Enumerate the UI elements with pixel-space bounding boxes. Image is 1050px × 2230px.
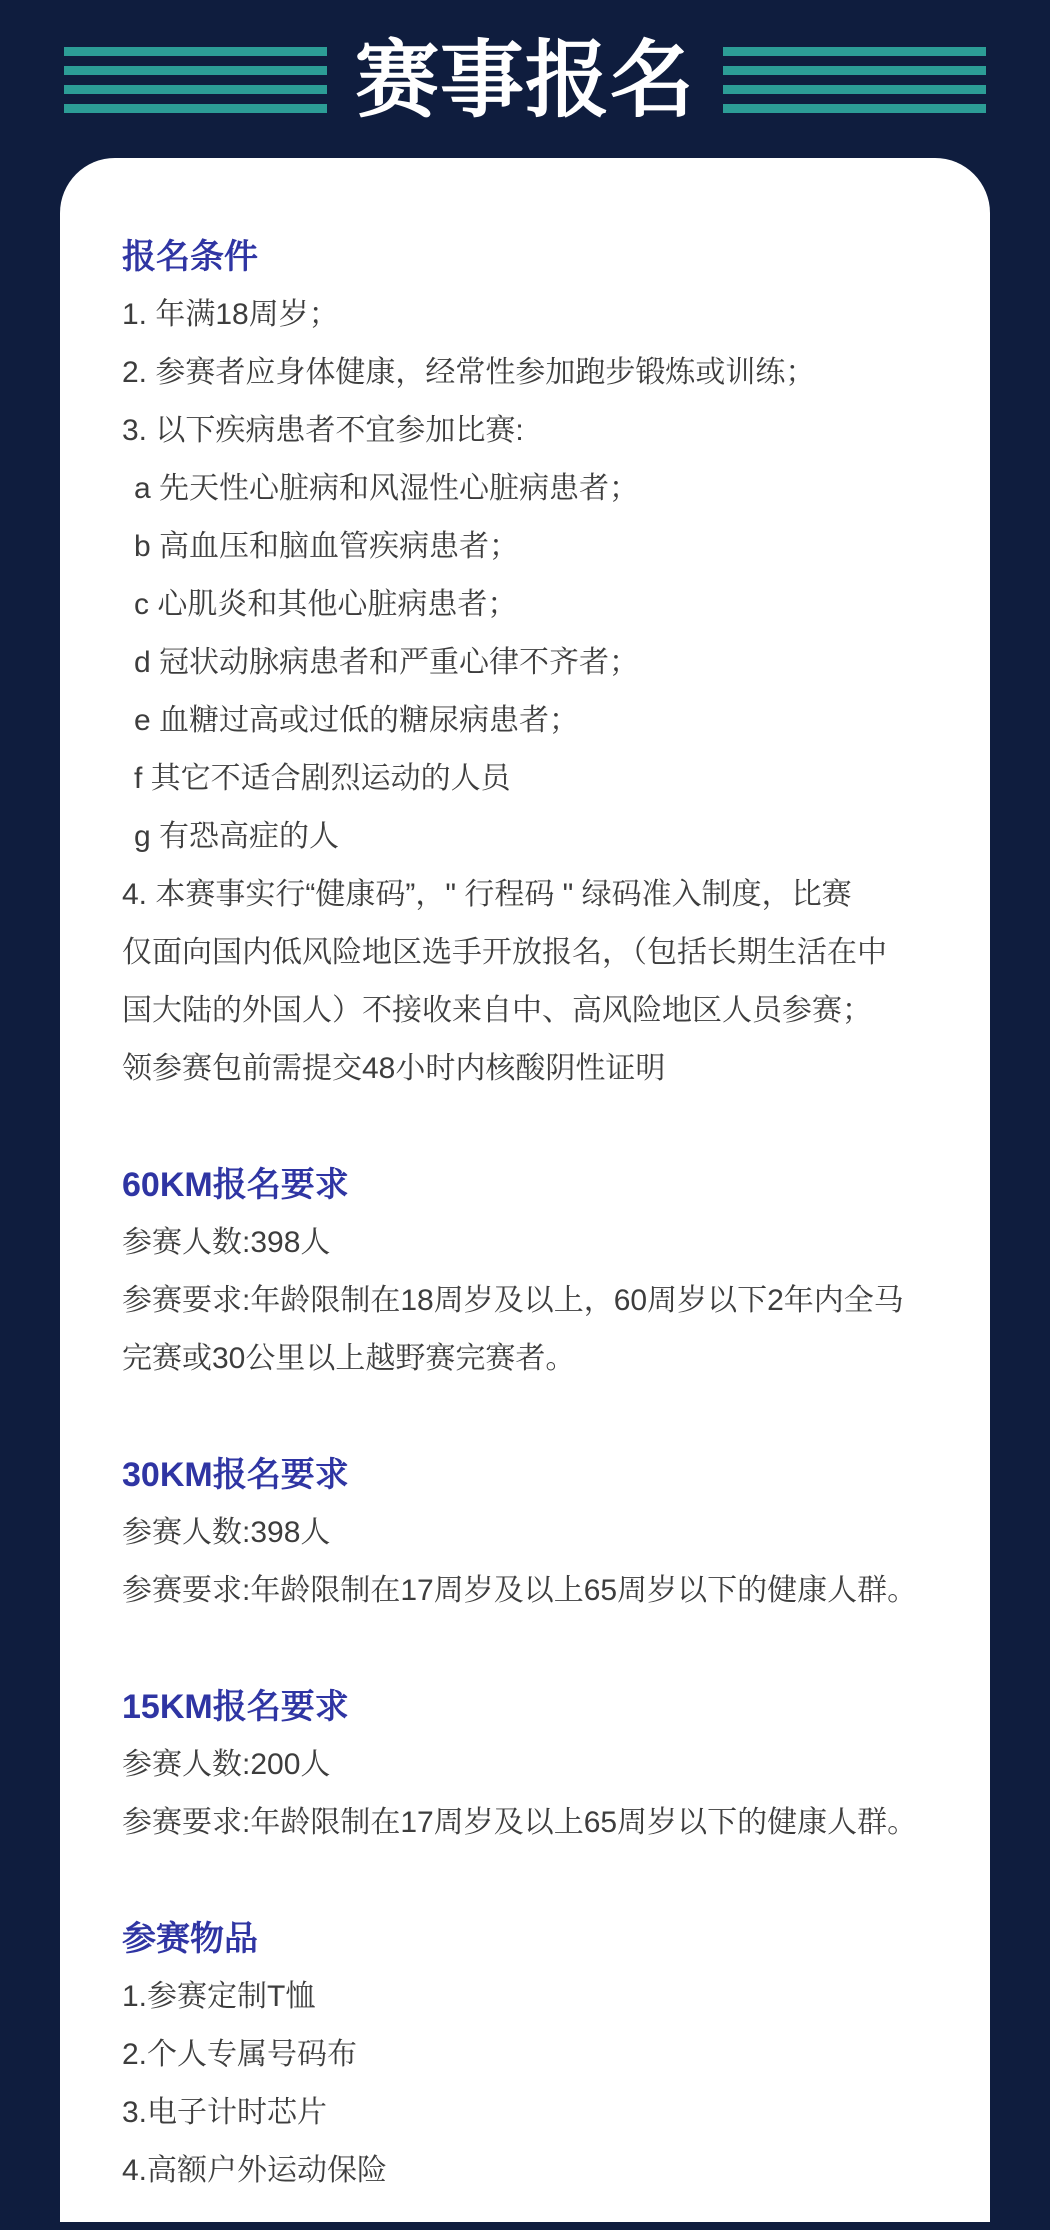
section-15km (122, 1678, 930, 1852)
text-line: 参赛人数:398人 (122, 1226, 331, 1259)
text-line: 领参赛包前需提交48小时内核酸阴性证明 (122, 1052, 666, 1085)
section-60km (122, 1156, 930, 1388)
text-line: 参赛要求:年龄限制在17周岁及以上65周岁以下的健康人群。 (122, 1574, 918, 1607)
text-line: 参赛人数:200人 (122, 1748, 331, 1781)
text-line: 3.电子计时芯片 (122, 2096, 328, 2129)
text-line: 国大陆的外国人）不接收来自中、高风险地区人员参赛； (122, 994, 872, 1027)
text-line: 2. 参赛者应身体健康，经常性参加跑步锻炼或训练； (122, 356, 816, 389)
text-line: 4. 本赛事实行“健康码”，" 行程码 " 绿码准入制度，比赛 (122, 878, 852, 911)
text-line: 参赛要求:年龄限制在17周岁及以上65周岁以下的健康人群。 (122, 1806, 918, 1839)
text-line: 参赛要求:年龄限制在18周岁及以上，60周岁以下2年内全马 (122, 1284, 904, 1317)
text-line: g 有恐高症的人 (134, 820, 340, 853)
content-card (60, 158, 990, 2222)
text-line: 参赛人数:398人 (122, 1516, 331, 1549)
text-line: a 先天性心脏病和风湿性心脏病患者； (134, 472, 640, 505)
text-line: 仅面向国内低风险地区选手开放报名，（包括长期生活在中 (122, 936, 887, 969)
text-line: 3. 以下疾病患者不宜参加比赛: (122, 414, 524, 447)
text-line: 完赛或30公里以上越野赛完赛者。 (122, 1342, 576, 1375)
text-line: f 其它不适合剧烈运动的人员 (134, 762, 511, 795)
text-line: c 心肌炎和其他心脏病患者； (134, 588, 518, 621)
section-heading-conditions: 报名条件 (122, 238, 258, 276)
section-heading-items: 参赛物品 (122, 1920, 258, 1958)
section-30km (122, 1446, 930, 1620)
text-line: b 高血压和脑血管疾病患者； (134, 530, 520, 563)
text-line: 2.个人专属号码布 (122, 2038, 358, 2071)
text-line: 1. 年满18周岁； (122, 298, 339, 331)
text-line: e 血糖过高或过低的糖尿病患者； (134, 704, 580, 737)
title-stripes-left-icon (64, 47, 327, 114)
text-line: 4.高额户外运动保险 (122, 2154, 388, 2187)
title-stripes-right-icon (723, 47, 986, 114)
page-title: 赛事报名 (354, 33, 695, 127)
section-items (122, 1910, 930, 2200)
page-header (0, 28, 1050, 132)
text-line: d 冠状动脉病患者和严重心律不齐者； (134, 646, 640, 679)
section-heading-15km: 15KM报名要求 (122, 1688, 349, 1726)
section-conditions (122, 228, 930, 1098)
text-line: 1.参赛定制T恤 (122, 1980, 316, 2013)
section-heading-60km: 60KM报名要求 (122, 1166, 349, 1204)
section-heading-30km: 30KM报名要求 (122, 1456, 349, 1494)
